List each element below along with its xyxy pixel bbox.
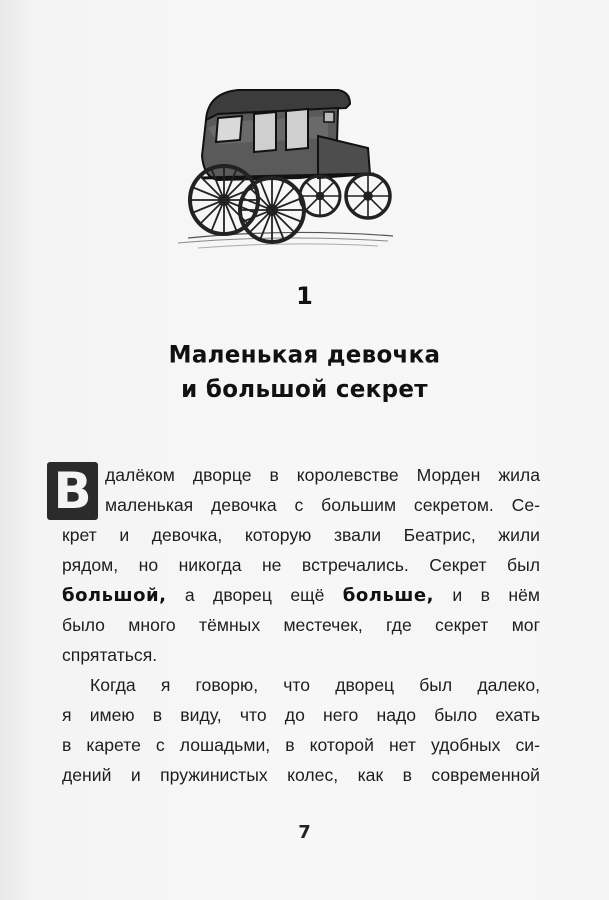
chapter-number: 1	[296, 282, 313, 310]
text-line: спрятаться.	[62, 645, 158, 665]
chapter-title-line: и большой секрет	[181, 376, 428, 404]
text-fragment: а дворец ещё	[184, 585, 325, 605]
chapter-title	[0, 338, 609, 407]
text-fragment: и в нём	[452, 585, 540, 605]
emphasized-word: большой,	[62, 585, 167, 606]
text-line	[62, 580, 540, 610]
text-line: крет и девочка, которую звали Беатрис, жили	[62, 525, 540, 545]
text-line: в карете с лошадьми, в которой нет удобных си-	[62, 735, 540, 755]
emphasized-word: больше,	[342, 585, 434, 606]
text-line: рядом, но никогда не встречались. Секрет был	[62, 555, 540, 575]
text-line: маленькая девочка с большим секретом. Се-	[105, 495, 540, 515]
text-line: было много тёмных местечек, где секрет мог	[62, 615, 540, 635]
chapter-body-text	[53, 460, 540, 790]
horse-carriage-icon	[178, 78, 398, 253]
drop-cap: В	[47, 462, 98, 520]
text-line: Когда я говорю, что дворец был далеко,	[90, 675, 540, 695]
text-line: дений и пружинистых колес, как в современной	[62, 765, 540, 785]
page-number: 7	[298, 822, 311, 843]
text-line: далёком дворце в королевстве Морден жила	[105, 465, 540, 485]
chapter-title-line: Маленькая девочка	[168, 341, 441, 369]
text-line: я имею в виду, что до него надо было ехать	[62, 705, 540, 725]
